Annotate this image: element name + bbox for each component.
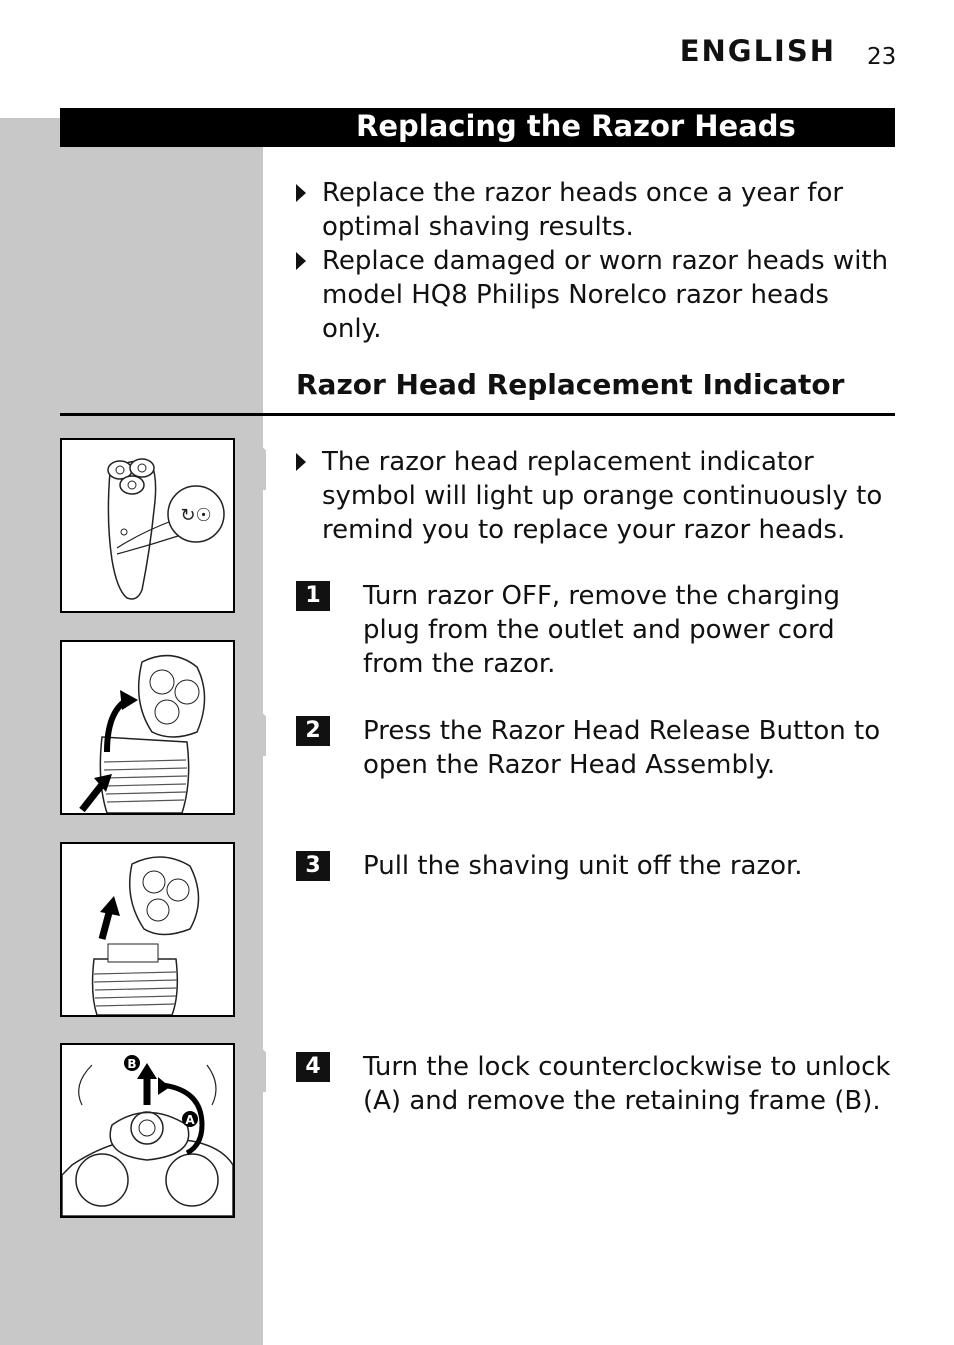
subsection-rule	[60, 413, 895, 416]
figure-turn-lock	[60, 1043, 235, 1218]
step-number-badge: 3	[296, 851, 330, 881]
figure-razor-indicator	[60, 438, 235, 613]
figure-label-a: A	[185, 1113, 195, 1127]
step-text: Press the Razor Head Release Button to open the Razor Head Assembly.	[363, 716, 881, 780]
intro-bullet-list	[296, 176, 896, 346]
intro-bullet-item	[296, 176, 896, 244]
header-language: ENGLISH	[679, 34, 836, 68]
subsection-title: Razor Head Replacement Indicator	[296, 368, 845, 401]
razor-indicator-illustration	[62, 440, 233, 611]
page-number: 23	[867, 44, 897, 70]
figure-label-b: B	[127, 1057, 137, 1071]
step-number-badge: 2	[296, 716, 330, 746]
intro-bullet-text: Replace the razor heads once a year for optimal shaving results.	[322, 178, 844, 242]
pull-unit-illustration	[62, 844, 233, 1015]
bullet-arrow-icon	[296, 453, 306, 471]
step-text: Pull the shaving unit off the razor.	[363, 851, 803, 881]
step-text: Turn the lock counterclockwise to unlock (A) and remove the retaining frame (B).	[363, 1052, 891, 1116]
svg-text:↻☉: ↻☉	[180, 505, 212, 526]
bullet-arrow-icon	[296, 252, 306, 270]
figure-open-razor-head	[60, 640, 235, 815]
step-number-badge: 4	[296, 1052, 330, 1082]
figure-pull-shaving-unit	[60, 842, 235, 1017]
indicator-bullet-list	[296, 445, 896, 547]
section-title: Replacing the Razor Heads	[356, 109, 796, 143]
indicator-bullet-item	[296, 445, 896, 547]
section-title-bar	[60, 108, 895, 147]
open-head-illustration	[62, 642, 233, 813]
step-text: Turn razor OFF, remove the charging plug from the outlet and power cord from the razor.	[363, 581, 841, 679]
turn-lock-illustration	[62, 1045, 233, 1216]
intro-bullet-text: Replace damaged or worn razor heads with model HQ8 Philips Norelco razor heads only.	[322, 246, 889, 344]
bullet-arrow-icon	[296, 184, 306, 202]
indicator-bullet-text: The razor head replacement indicator symbol will light up orange continuously to remind you to replace your razor heads.	[322, 447, 883, 545]
intro-bullet-item	[296, 244, 896, 346]
step-number-badge: 1	[296, 581, 330, 611]
